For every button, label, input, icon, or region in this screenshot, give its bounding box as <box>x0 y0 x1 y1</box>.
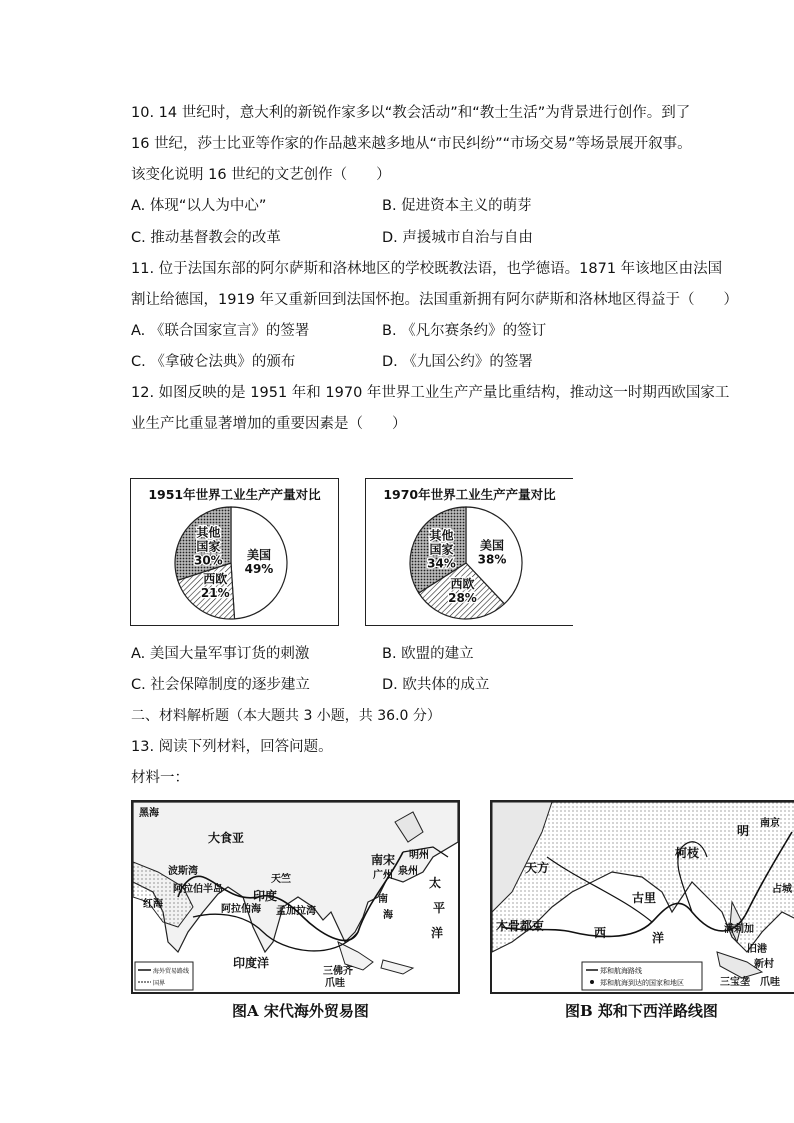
map-a-label-taiping-1: 太 <box>429 876 442 890</box>
map-b-legend-places: 郑和航海到达的国家和地区 <box>600 979 684 987</box>
map-a-svg <box>133 802 458 992</box>
map-b-label-kezhi: 柯枝 <box>675 846 700 860</box>
map-b-label-tianfang: 天方 <box>525 861 550 875</box>
map-b-zhenghe <box>490 800 794 994</box>
map-b-label-nanjing: 南京 <box>760 818 780 829</box>
map-a-song-trade <box>131 800 460 994</box>
map-b-label-sanbaolong: 三宝垄 <box>720 977 750 988</box>
pie-label-1-2-2: 34% <box>427 556 456 571</box>
pie-label-0-2-2: 30% <box>193 553 223 568</box>
map-a-label-alabo: 阿拉伯半岛 <box>173 884 223 895</box>
q11-line2: 割让给德国，1919 年又重新回到法国怀抱。法国重新拥有阿尔萨斯和洛林地区得益于（ ） <box>131 292 739 308</box>
map-b-svg <box>492 802 794 992</box>
q12-line2: 业生产比重显著增加的重要因素是（ ） <box>131 416 407 432</box>
map-b-label-zhancheng: 占城 <box>772 884 792 895</box>
material-label: 材料一： <box>131 770 189 786</box>
q10-option-b: B. 促进资本主义的萌芽 <box>382 198 532 214</box>
map-b-label-manlajia: 满剌加 <box>724 924 754 935</box>
map-a-label-tianzhu: 天竺 <box>271 874 291 885</box>
pie-label-0-1-1: 21% <box>200 586 230 601</box>
q10-line1: 10. 14 世纪时，意大利的新锐作家多以“教会活动”和“教士生活”为背景进行创作。到了 <box>131 105 691 121</box>
map-a-label-dashiya: 大食亚 <box>208 831 245 845</box>
map-a-label-taiping-3: 洋 <box>431 926 444 940</box>
map-a-label-quanzhou: 泉州 <box>398 866 418 877</box>
pie-label-1-0-1: 38% <box>477 552 507 567</box>
pie-chart-1951 <box>130 478 339 626</box>
pie-label-1-1-0: 西欧 <box>450 576 475 591</box>
pie-label-0-1-0: 西欧 <box>203 572 228 587</box>
q10-option-c: C. 推动基督教会的改革 <box>131 230 281 246</box>
pie-label-0-2-1: 国家 <box>196 539 221 554</box>
q12-line1: 12. 如图反映的是 1951 年和 1970 年世界工业生产产量比重结构，推动这一时期西欧国家工 <box>131 385 730 401</box>
pie-1951-title: 1951年世界工业生产产量对比 <box>148 487 321 502</box>
map-b-legend-route: 郑和航海路线 <box>600 967 642 975</box>
pie-chart-1970 <box>365 478 573 626</box>
map-b-label-jiugang: 旧港 <box>747 944 767 955</box>
map-a-label-alabohai: 阿拉伯海 <box>221 904 261 915</box>
q11-line1: 11. 位于法国东部的阿尔萨斯和洛林地区的学校既教法语，也学德语。1871 年该地区由法国 <box>131 261 723 277</box>
q12-option-d: D. 欧共体的成立 <box>382 677 490 693</box>
q12-option-b: B. 欧盟的建立 <box>382 646 474 662</box>
map-a-label-zhuawa: 爪哇 <box>325 978 345 989</box>
q10-line2: 16 世纪，莎士比亚等作家的作品越来越多地从“市民纠纷”“市场交易”等场景展开叙事。 <box>131 136 692 152</box>
pie-label-1-2-1: 国家 <box>429 542 454 557</box>
map-a-label-mengjialawan: 孟加拉湾 <box>276 906 316 917</box>
pie-1970-svg <box>366 479 573 625</box>
q10-option-a: A. 体现“以人为中心” <box>131 198 267 214</box>
pie-label-1-0-0: 美国 <box>480 538 505 553</box>
map-a-label-guangzhou: 广州 <box>373 870 393 881</box>
pie-label-1-1-1: 28% <box>448 590 477 605</box>
q10-line3: 该变化说明 16 世纪的文艺创作（ ） <box>131 167 391 183</box>
map-a-label-heihai: 黑海 <box>139 808 159 819</box>
q12-option-c: C. 社会保障制度的逐步建立 <box>131 677 310 693</box>
q11-option-c: C. 《拿破仑法典》的颁布 <box>131 354 296 370</box>
q12-option-a: A. 美国大量军事订货的刺激 <box>131 646 310 662</box>
q10-option-d: D. 声援城市自治与自由 <box>382 230 533 246</box>
pie-1951-svg <box>131 479 338 625</box>
section-heading: 二、材料解析题（本大题共 3 小题，共 36.0 分） <box>131 708 441 724</box>
map-a-label-yinduyang: 印度洋 <box>233 956 270 970</box>
pie-label-0-2-0: 其他 <box>196 525 221 540</box>
map-a-caption: 图A 宋代海外贸易图 <box>232 1002 369 1020</box>
pie-label-1-2-0: 其他 <box>429 528 454 543</box>
map-a-label-taiping-2: 平 <box>433 901 446 915</box>
pie-label-0-0-1: 49% <box>244 562 274 577</box>
map-b-label-mugudushu: 木骨都束 <box>496 919 545 933</box>
pie-1970-title: 1970年世界工业生产产量对比 <box>383 487 556 502</box>
pie-label-0-0-0: 美国 <box>246 548 271 563</box>
map-b-label-xi: 西 <box>594 926 607 940</box>
map-b-label-xincun: 新村 <box>754 959 774 970</box>
map-a-label-yindu: 印度 <box>253 889 278 903</box>
q11-option-a: A. 《联合国家宣言》的签署 <box>131 323 310 339</box>
map-a-legend-route: 海外贸易路线 <box>153 968 190 975</box>
q13-line: 13. 阅读下列材料，回答问题。 <box>131 739 333 755</box>
map-a-label-hai: 海 <box>383 910 393 921</box>
q11-option-d: D. 《九国公约》的签署 <box>382 354 533 370</box>
map-a-label-nansong: 南宋 <box>371 853 396 867</box>
map-a-label-honghai: 红海 <box>143 899 163 910</box>
map-a-label-mingzhou: 明州 <box>409 850 429 861</box>
map-b-caption: 图B 郑和下西洋路线图 <box>565 1002 718 1020</box>
map-a-label-nan: 南 <box>378 894 388 905</box>
map-a-legend-border: 国界 <box>153 980 166 987</box>
map-b-label-ming: 明 <box>737 824 750 838</box>
map-a-label-bosiwan: 波斯湾 <box>168 866 198 877</box>
map-b-label-guli: 古里 <box>632 891 657 905</box>
map-b-label-yang: 洋 <box>652 931 665 945</box>
map-b-label-zhuawa: 爪哇 <box>760 977 780 988</box>
q11-option-b: B. 《凡尔赛条约》的签订 <box>382 323 547 339</box>
map-a-label-sanfoqi: 三佛齐 <box>323 966 353 977</box>
